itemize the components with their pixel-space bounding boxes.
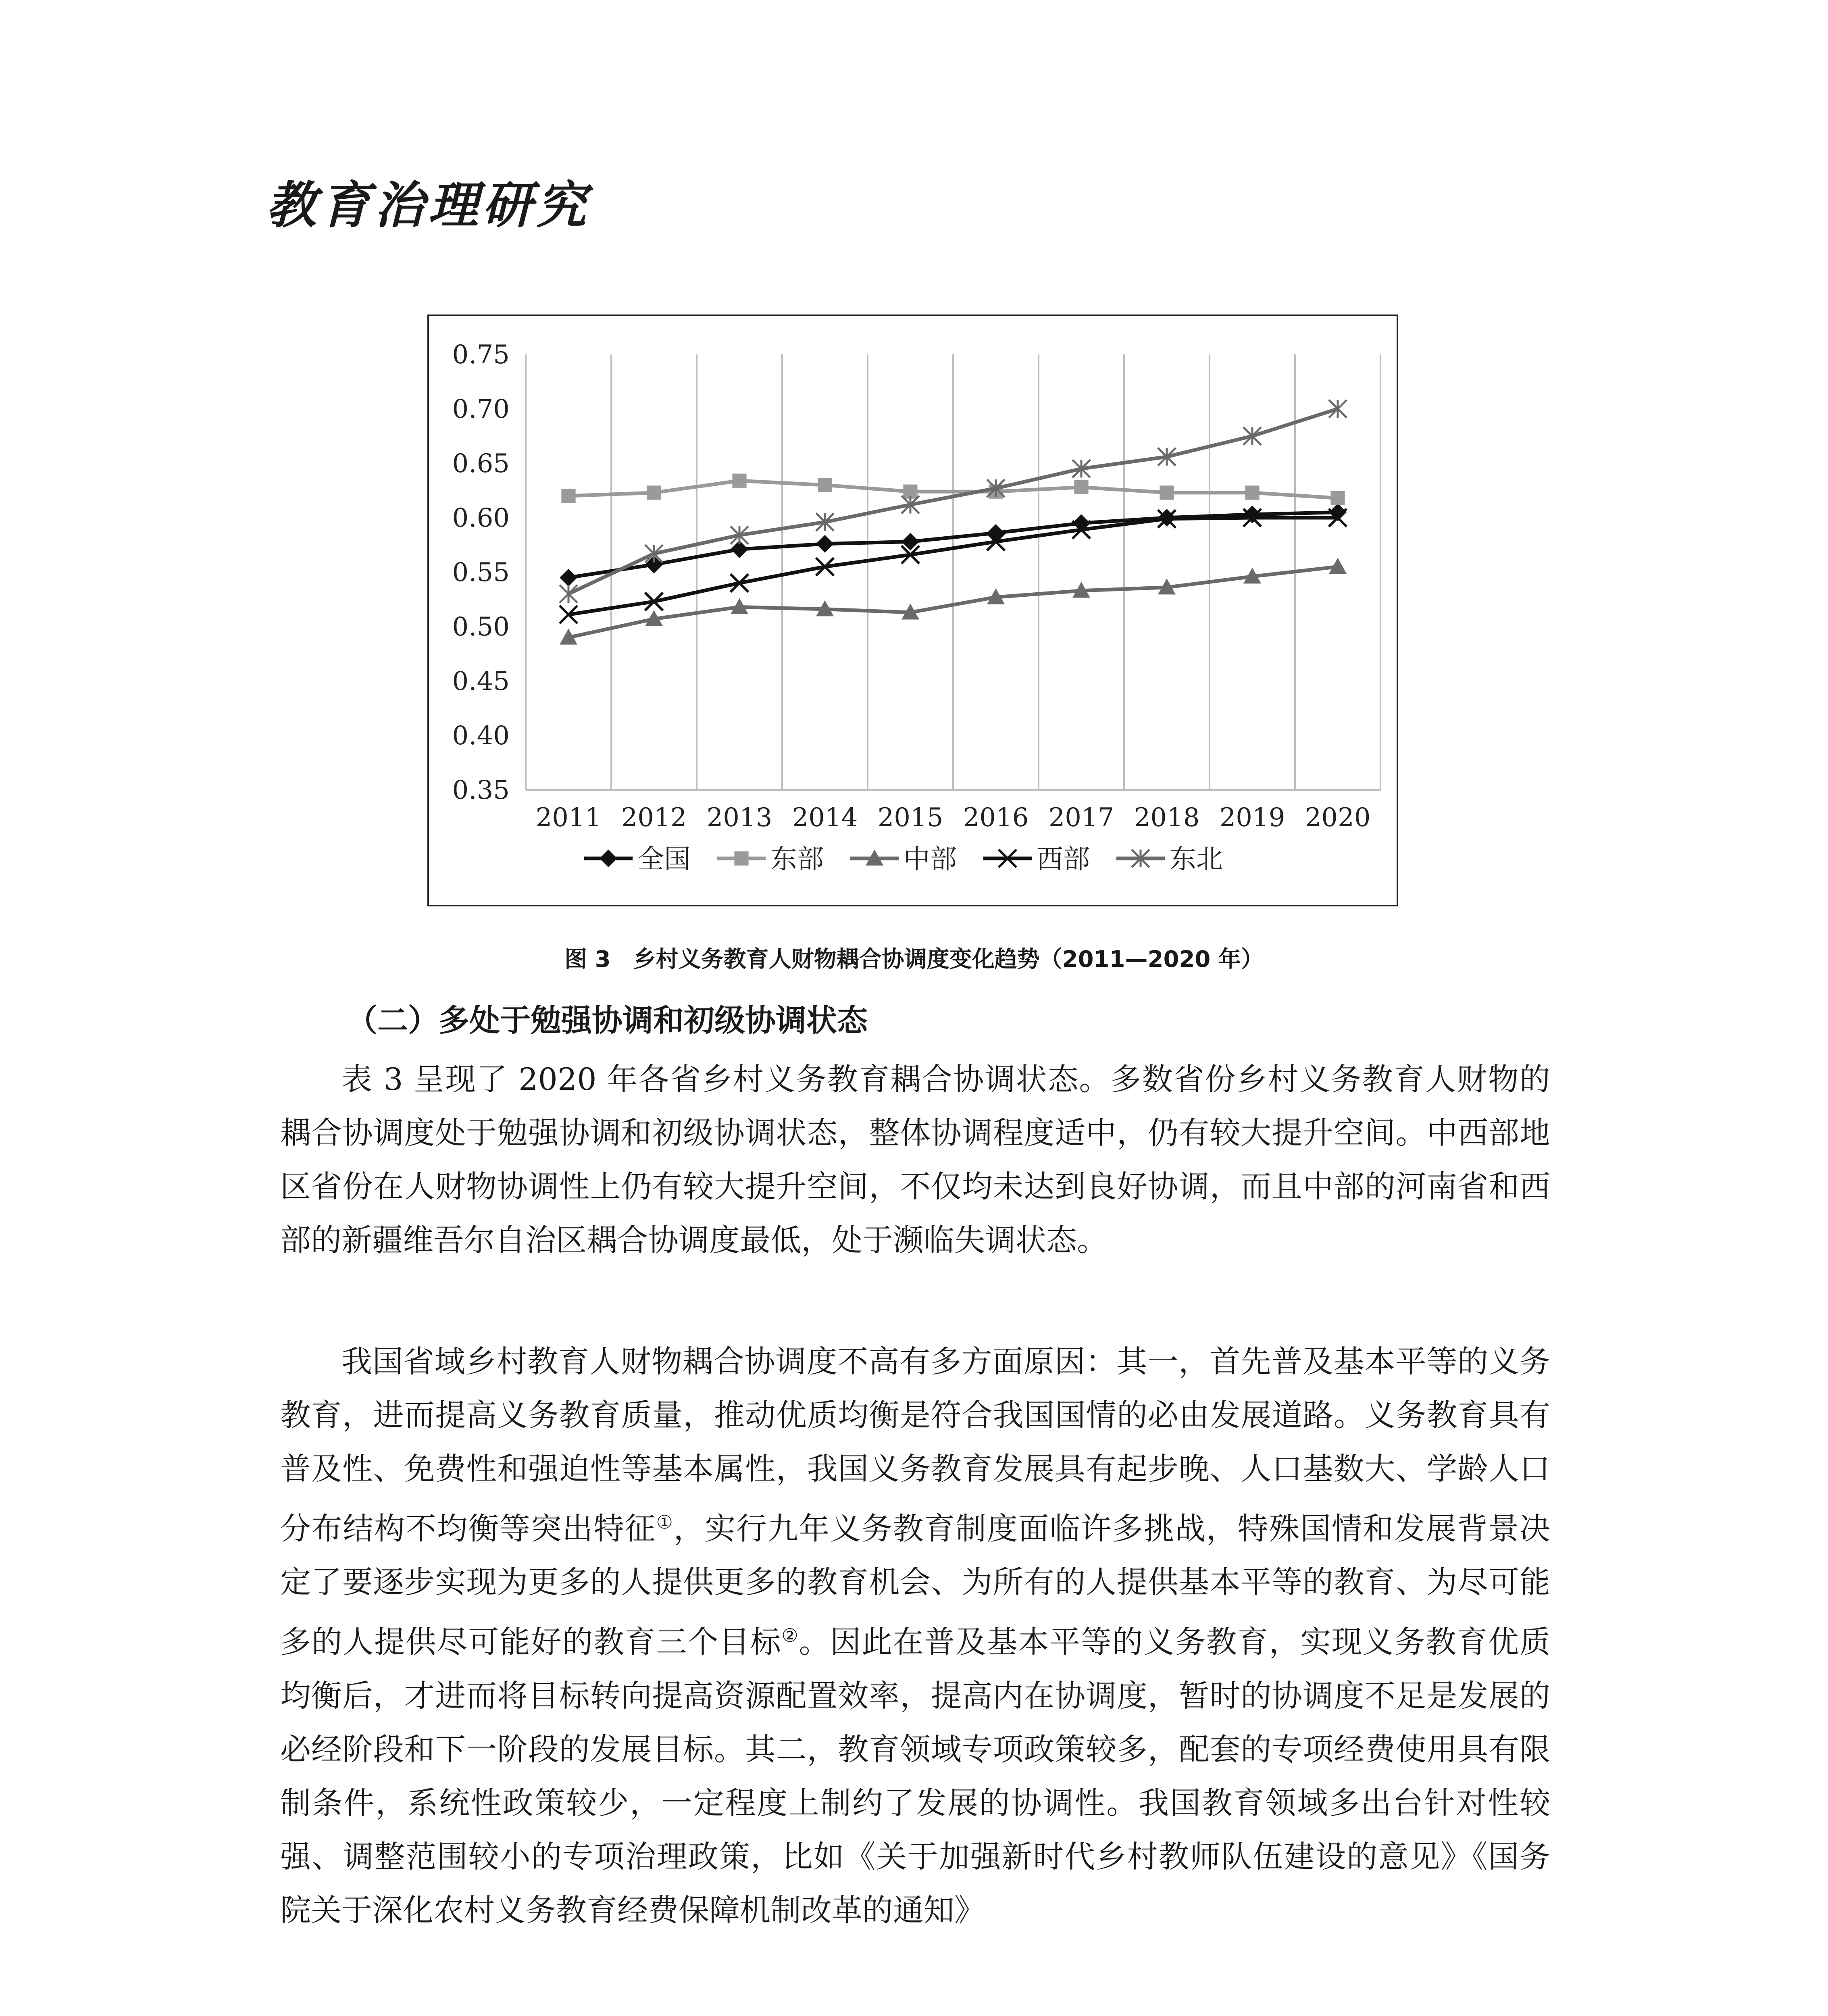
legend-label: 全国	[637, 843, 691, 875]
legend-label: 东北	[1170, 843, 1223, 875]
data-point	[1330, 491, 1345, 505]
data-point	[816, 535, 834, 553]
y-tick-label: 0.40	[452, 721, 510, 751]
x-tick-label: 2015	[877, 803, 943, 833]
legend-item	[717, 843, 824, 875]
data-point	[560, 585, 577, 603]
y-tick-label: 0.60	[452, 503, 510, 533]
legend-label: 中部	[904, 843, 957, 875]
paragraph-text: ，实行九年义务教育制度面临许多挑战，特殊国情和发展背景决定了要逐步实现为更多的人提供更多的教育机会、为所有的人提供基本平等的教育、为尽可能多的人提供尽可能好的教育三个目标	[280, 1510, 1550, 1660]
data-point	[561, 489, 575, 503]
footnote-ref-1[interactable]: ①	[656, 1511, 674, 1533]
y-tick-label: 0.35	[452, 775, 510, 805]
journal-title: 教育治理研究	[266, 177, 591, 235]
y-tick-label: 0.55	[452, 558, 510, 587]
data-point	[1160, 485, 1174, 500]
paragraph-text: 我国省域乡村教育人财物耦合协调度不高有多方面原因：其一，首先普及基本平等的义务教育，进而提高义务教育质量，推动优质均衡是符合我国国情的必由发展道路。义务教育具有普及性、免费性和强迫性等基本属性，我国义务教育发展具有起步晚、人口基数大、学龄人口分布结构不均衡等突出特征	[280, 1343, 1550, 1547]
x-tick-label: 2020	[1305, 803, 1371, 833]
figure-caption: 图 3 乡村义务教育人财物耦合协调度变化趋势（2011—2020 年）	[564, 946, 1264, 973]
y-tick-label: 0.70	[452, 394, 510, 424]
data-point	[732, 474, 746, 488]
data-point	[560, 569, 577, 587]
y-tick-label: 0.75	[452, 340, 510, 370]
body-paragraph-1: 表 3 呈现了 2020 年各省乡村义务教育耦合协调状态。多数省份乡村义务教育人财物的耦合协调度处于勉强协调和初级协调状态，整体协调程度适中，仍有较大提升空间。中西部地区省份在人财物协调性上仍有较大提升空间，不仅均未达到良好协调，而且中部的河南省和西部的新疆维吾尔自治区耦合协调度最低，处于濒临失调状态。	[280, 1061, 1550, 1258]
y-tick-label: 0.50	[452, 612, 510, 642]
x-tick-label: 2013	[706, 803, 772, 833]
legend-label: 东部	[770, 843, 824, 875]
legend-marker	[600, 850, 617, 867]
chart-svg	[429, 316, 1397, 905]
chart-legend	[584, 843, 1223, 875]
x-tick-label: 2019	[1219, 803, 1285, 833]
y-axis-ticks	[452, 340, 510, 805]
x-tick-label: 2017	[1048, 803, 1114, 833]
legend-label: 西部	[1037, 843, 1090, 875]
x-tick-label: 2012	[621, 803, 687, 833]
legend-marker	[734, 851, 748, 865]
line-chart	[427, 314, 1398, 906]
footnote-ref-2[interactable]: ②	[781, 1624, 799, 1647]
x-axis-ticks	[536, 803, 1371, 833]
data-point	[818, 478, 832, 492]
data-point	[1243, 506, 1261, 523]
legend-item	[584, 843, 691, 875]
data-point	[647, 485, 661, 500]
body-paragraph-2	[280, 1335, 1550, 1937]
legend-item	[850, 843, 957, 875]
data-point	[1329, 400, 1347, 418]
legend-item	[983, 843, 1090, 875]
x-tick-label: 2014	[792, 803, 858, 833]
paragraph-text: 。因此在普及基本平等的义务教育，实现义务教育优质均衡后，才进而将目标转向提高资源配置效率，提高内在协调度，暂时的协调度不足是发展的必经阶段和下一阶段的发展目标。其二，教育领域专项政策较多，配套的专项经费使用具有限制条件，系统性政策较少，一定程度上制约了发展的协调性。我国教育领域多出台针对性较强、调整范围较小的专项治理政策，比如《关于加强新时代乡村教师队伍建设的意见》《国务院关于深化农村义务教育经费保障机制改革的通知》	[280, 1624, 1550, 1928]
section-heading: （二）多处于勉强协调和初级协调状态	[347, 1002, 868, 1038]
y-tick-label: 0.65	[452, 449, 510, 479]
x-tick-label: 2018	[1134, 803, 1200, 833]
x-tick-label: 2016	[963, 803, 1029, 833]
data-point	[1245, 485, 1259, 500]
legend-item	[1116, 843, 1223, 875]
x-tick-label: 2011	[535, 803, 602, 833]
data-point	[1074, 480, 1088, 494]
y-tick-label: 0.45	[452, 666, 510, 696]
